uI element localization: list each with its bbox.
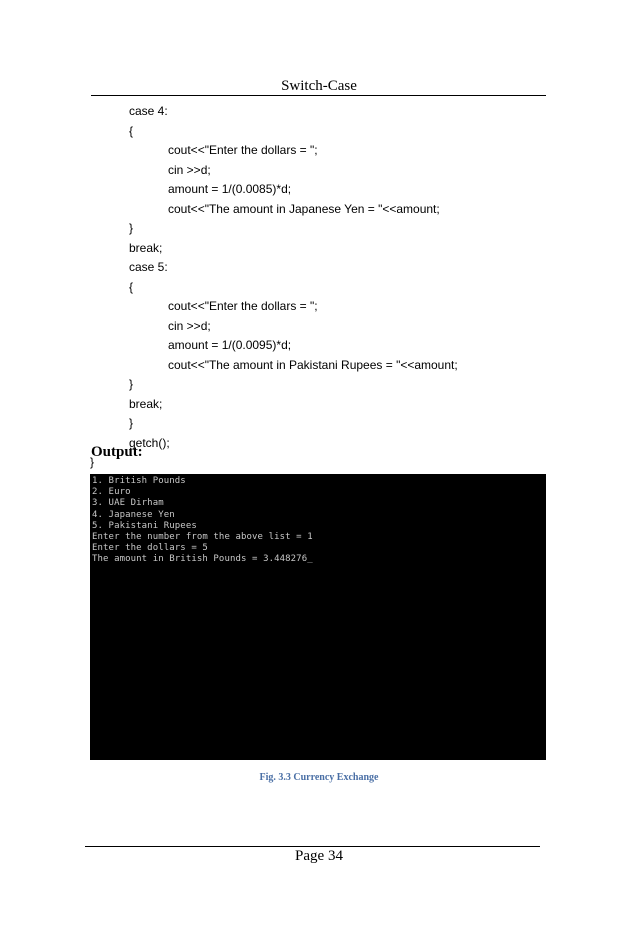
- console-line: 1. British Pounds: [92, 476, 186, 486]
- footer-divider: [85, 846, 540, 847]
- code-line: cin >>d;: [168, 318, 211, 333]
- page-header-title: Switch-Case: [281, 78, 357, 94]
- code-line: amount = 1/(0.0085)*d;: [168, 182, 292, 196]
- code-listing: [90, 102, 560, 473]
- code-line: cin >>d;: [168, 162, 211, 177]
- code-line: cout<<"The amount in Pakistani Rupees = "<<amount;: [168, 357, 458, 372]
- code-line: amount = 1/(0.0095)*d;: [168, 338, 292, 352]
- console-line: 2. Euro: [92, 487, 131, 498]
- code-line: case 5:: [129, 260, 168, 274]
- code-line: cout<<"Enter the dollars = ";: [168, 299, 318, 313]
- code-line: cout<<"The amount in Japanese Yen = "<<amount;: [168, 201, 440, 216]
- console-line: 3. UAE Dirham: [92, 498, 164, 509]
- code-line: }: [129, 221, 134, 235]
- page-number: Page 34: [295, 848, 343, 864]
- code-line: {: [129, 123, 134, 138]
- console-line: The amount in British Pounds = 3.448276_: [92, 554, 313, 565]
- console-output-screenshot: [90, 474, 546, 760]
- figure-caption: Fig. 3.3 Currency Exchange: [259, 772, 379, 783]
- console-line: Enter the number from the above list = 1: [92, 531, 313, 542]
- code-line: break;: [129, 396, 163, 411]
- console-line: 4. Japanese Yen: [92, 509, 175, 520]
- code-line: }: [90, 455, 95, 469]
- code-line: }: [129, 416, 134, 430]
- console-line: Enter the dollars = 5: [92, 543, 208, 554]
- header-divider: [91, 95, 546, 96]
- code-line: cout<<"Enter the dollars = ";: [168, 143, 318, 157]
- code-line: break;: [129, 240, 163, 255]
- code-line: getch();: [129, 435, 170, 450]
- console-line: 5. Pakistani Rupees: [92, 520, 197, 531]
- code-line: }: [129, 377, 134, 391]
- code-line: case 4:: [129, 104, 168, 118]
- output-heading: Output:: [91, 444, 143, 460]
- code-line: {: [129, 279, 134, 294]
